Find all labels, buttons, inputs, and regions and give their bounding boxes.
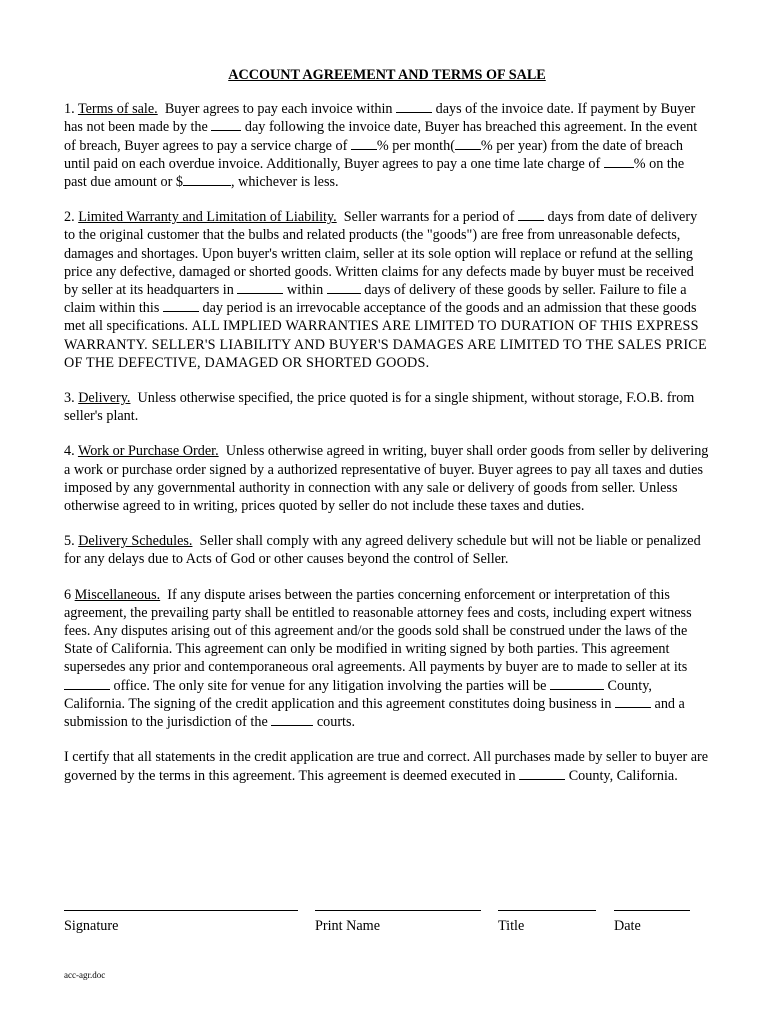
section-text: Unless otherwise specified, the price quoted is for a single shipment, without storage, F.O.B. from seller's plant. xyxy=(64,390,695,425)
jurisdiction-blank[interactable] xyxy=(271,713,313,726)
section-text: and a submission to the jurisdiction of the xyxy=(64,695,685,731)
section-delivery xyxy=(64,389,710,425)
section-text: , whichever is less. xyxy=(231,174,339,191)
section-text: days of delivery of these goods by seller. Failure to file a claim within this xyxy=(64,282,687,317)
section-text: % on the past due amount or $ xyxy=(64,155,685,191)
section-number: 4. xyxy=(64,443,75,460)
document-page xyxy=(64,66,710,802)
section-text: day period is an irrevocable acceptance of the goods and an admission that these goods met all specifications. xyxy=(64,300,697,335)
print-name-label: Print Name xyxy=(315,918,381,934)
print-name-line xyxy=(315,910,481,911)
section-text: Seller shall comply with any agreed delivery schedule but will not be liable or penalized for any delays due to Acts of God or other causes beyond the control of Seller. xyxy=(64,533,701,568)
title-field[interactable] xyxy=(498,902,596,935)
section-heading: Delivery. xyxy=(78,390,131,407)
section-miscellaneous xyxy=(64,586,710,732)
yearly-rate-blank[interactable] xyxy=(455,137,481,150)
invoice-days-blank[interactable] xyxy=(396,100,432,113)
section-text: Seller warrants for a period of xyxy=(343,209,515,226)
date-label: Date xyxy=(614,918,641,934)
monthly-rate-blank[interactable] xyxy=(351,137,377,150)
late-charge-percent-blank[interactable] xyxy=(604,155,634,168)
section-text: Buyer agrees to pay each invoice within xyxy=(164,101,393,118)
breach-day-blank[interactable] xyxy=(211,118,241,131)
title-label: Title xyxy=(498,918,525,934)
date-field[interactable] xyxy=(614,902,690,935)
document-title: ACCOUNT AGREEMENT AND TERMS OF SALE xyxy=(228,67,546,83)
payment-office-blank[interactable] xyxy=(64,677,110,690)
file-name-footer: acc-agr.doc xyxy=(64,970,106,980)
section-text: day following the invoice date, Buyer has breached this agreement. In the event of breach, Buyer agrees to pay a service charge of xyxy=(64,119,698,154)
claim-period-blank[interactable] xyxy=(163,299,199,312)
section-text: within xyxy=(286,282,324,299)
title-line xyxy=(498,910,596,911)
signature-line xyxy=(64,910,298,911)
section-text: office. The only site for venue for any litigation involving the parties will be xyxy=(113,677,547,694)
section-text: County, California. xyxy=(568,767,678,784)
section-heading: Miscellaneous. xyxy=(74,586,161,603)
section-text: If any dispute arises between the parties concerning enforcement or interpretation of this agreement, the prevailing party shall be entitled to reasonable attorney fees and costs, including expert witness fees. Any disputes arising out of this agreement and/or the goods sold shall be construed under the laws of the State of California. This agreement can only be modified in writing signed by both parties. This agreement supersedes any prior and contemporaneous oral agreements. All payments by buyer are to made to seller at its xyxy=(64,586,692,676)
section-text: Unless otherwise agreed in writing, buyer shall order goods from seller by delivering a work or purchase order signed by a authorized representative of buyer. Buyer agrees to pay all taxes and duties imposed by any governmental authority in connection with any sale or delivery of goods from seller. Unless otherwise agreed to in writing, prices quoted by seller do not include these taxes and duties. xyxy=(64,443,709,515)
signature-label: Signature xyxy=(64,918,119,934)
section-text: days from date of delivery to the original customer that the bulbs and related products (the "goods") are free from unreasonable defects, damages and shortages. Upon buyer's written claim, seller at its sole option will replace or refund at the selling price any defective, damaged or shorted goods. Written claims for any defects made by buyer must be received by seller at its headquarters in xyxy=(64,209,698,299)
section-delivery-schedules xyxy=(64,532,710,568)
section-text: I certify that all statements in the credit application are true and correct. All purchases made by seller to buyer are governed by the terms in this agreement. This agreement is deemed executed in xyxy=(64,749,709,784)
section-limited-warranty xyxy=(64,208,710,372)
section-work-order xyxy=(64,442,710,515)
business-location-blank[interactable] xyxy=(615,695,651,708)
certification-statement xyxy=(64,748,710,784)
headquarters-blank[interactable] xyxy=(237,281,283,294)
section-text: % per year) from the date of breach until paid on each overdue invoice. Additionally, Buyer agrees to pay a one time late charge of xyxy=(64,137,683,172)
claim-days-blank[interactable] xyxy=(327,281,361,294)
venue-county-blank[interactable] xyxy=(550,677,604,690)
date-line xyxy=(614,910,690,911)
warranty-days-blank[interactable] xyxy=(518,208,544,221)
section-terms-of-sale xyxy=(64,100,710,191)
section-number: 6 xyxy=(64,586,72,603)
section-text: % per month( xyxy=(376,137,455,154)
section-heading: Work or Purchase Order. xyxy=(77,443,219,460)
section-heading: Limited Warranty and Limitation of Liability. xyxy=(78,209,337,226)
section-number: 2. xyxy=(64,209,75,226)
signature-field[interactable] xyxy=(64,902,298,935)
section-text: days of the invoice date. If payment by Buyer has not been made by the xyxy=(64,101,696,136)
late-charge-amount-blank[interactable] xyxy=(183,173,231,186)
executed-county-blank[interactable] xyxy=(519,767,565,780)
section-text: County, California. The signing of the credit application and this agreement constitutes doing business in xyxy=(64,677,652,712)
section-heading: Terms of sale. xyxy=(77,101,158,118)
signature-block xyxy=(64,902,710,942)
section-text: courts. xyxy=(316,714,356,731)
section-number: 5. xyxy=(64,533,75,550)
section-number: 3. xyxy=(64,390,75,407)
print-name-field[interactable] xyxy=(315,902,481,935)
section-heading: Delivery Schedules. xyxy=(78,533,193,550)
warranty-disclaimer: ALL IMPLIED WARRANTIES ARE LIMITED TO DURATION OF THIS EXPRESS WARRANTY. SELLER'S LIABILITY AND BUYER'S DAMAGES ARE LIMITED TO THE SALES PRICE OF THE DEFECTIVE, DAMAGED OR SHORTED GOODS. xyxy=(64,318,707,371)
section-number: 1. xyxy=(64,101,75,118)
